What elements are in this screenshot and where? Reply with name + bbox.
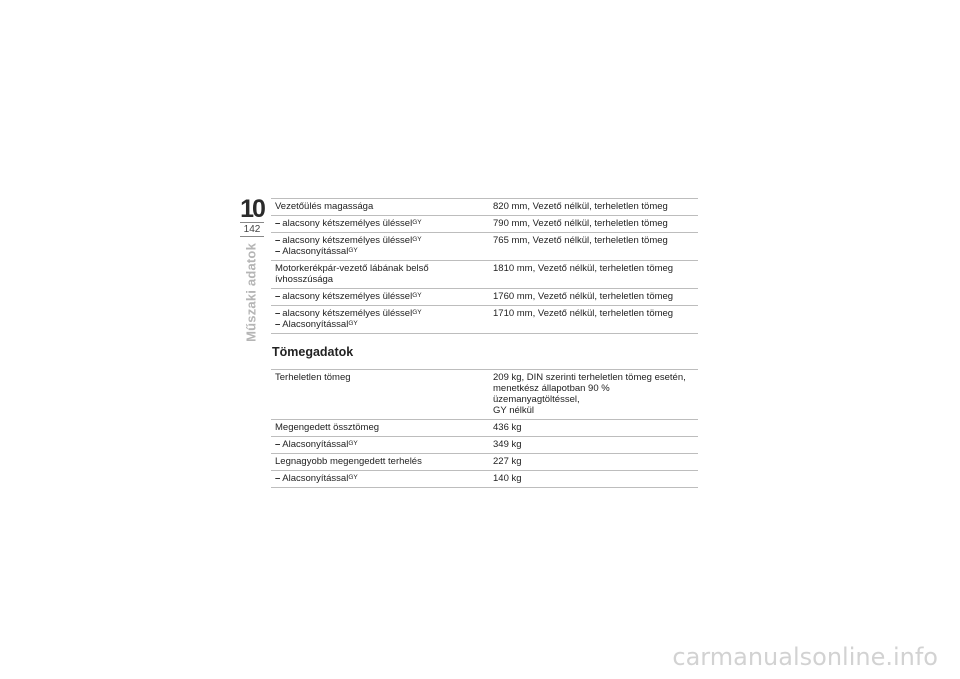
option-superscript: GY [348, 247, 358, 254]
spec-value-line: 349 kg [493, 439, 522, 450]
spec-value-cell [489, 289, 698, 306]
spec-label-cell [271, 261, 489, 289]
table-row [271, 289, 698, 306]
page-number: 142 [240, 222, 264, 236]
spec-value-line: 436 kg [493, 422, 522, 433]
table-row [271, 420, 698, 437]
weight-table [271, 369, 698, 488]
seat-height-table [271, 198, 698, 334]
spec-label-line [275, 422, 485, 433]
table-row [271, 233, 698, 261]
spec-label-text: Alacsonyítással [282, 473, 349, 484]
dash-bullet-icon: – [275, 308, 281, 319]
chapter-marker [240, 196, 264, 237]
spec-label-line [275, 456, 485, 467]
spec-label-cell [271, 370, 489, 420]
spec-label-line [275, 308, 485, 319]
spec-label-line [275, 246, 485, 257]
spec-label-text: Alacsonyítással [282, 319, 349, 330]
spec-label-line [275, 372, 485, 383]
option-superscript: GY [348, 320, 358, 327]
spec-value-line: GY nélkül [493, 405, 535, 416]
spec-value-cell [489, 306, 698, 334]
spec-value-cell [489, 370, 698, 420]
option-superscript: GY [348, 440, 358, 447]
spec-value-line: 820 mm, Vezető nélkül, terheletlen tömeg [493, 201, 668, 212]
spec-value-line: 790 mm, Vezető nélkül, terheletlen tömeg [493, 218, 668, 229]
option-superscript: GY [412, 309, 422, 316]
spec-label-cell [271, 420, 489, 437]
dash-bullet-icon: – [275, 218, 281, 229]
spec-label-line [275, 291, 485, 302]
spec-label-text: Alacsonyítással [282, 246, 349, 257]
spec-value-cell [489, 233, 698, 261]
side-title-container [238, 243, 264, 383]
spec-label-text: Terheletlen tömeg [275, 372, 351, 383]
table-row [271, 370, 698, 420]
watermark: carmanualsonline.info [672, 643, 938, 671]
spec-label-cell [271, 306, 489, 334]
spec-label-line [275, 319, 485, 330]
spec-label-text: alacsony kétszemélyes üléssel [282, 308, 413, 319]
spec-label-text: alacsony kétszemélyes üléssel [282, 291, 413, 302]
spec-label-cell [271, 216, 489, 233]
spec-label-text: Vezetőülés magassága [275, 201, 374, 212]
table-row [271, 454, 698, 471]
dash-bullet-icon: – [275, 246, 281, 257]
dash-bullet-icon: – [275, 473, 281, 484]
table-row [271, 216, 698, 233]
dash-bullet-icon: – [275, 235, 281, 246]
option-superscript: GY [348, 474, 358, 481]
spec-label-text: alacsony kétszemélyes üléssel [282, 235, 413, 246]
spec-label-text: alacsony kétszemélyes üléssel [282, 218, 413, 229]
spec-label-text: Megengedett össztömeg [275, 422, 380, 433]
spec-value-cell [489, 471, 698, 488]
spec-label-text: Alacsonyítással [282, 439, 349, 450]
spec-label-text: Legnagyobb megengedett terhelés [275, 456, 422, 467]
spec-label-line [275, 201, 485, 212]
spec-label-line [275, 439, 485, 450]
spec-label-cell [271, 233, 489, 261]
dash-bullet-icon: – [275, 439, 281, 450]
table-row [271, 471, 698, 488]
option-superscript: GY [412, 236, 422, 243]
table-row [271, 261, 698, 289]
table-row [271, 306, 698, 334]
table-row [271, 437, 698, 454]
spec-label-cell [271, 289, 489, 306]
page-content [271, 198, 698, 488]
spec-value-line: 140 kg [493, 473, 522, 484]
side-title: Műszaki adatok [243, 243, 259, 342]
spec-label-cell [271, 437, 489, 454]
spec-label-line [275, 263, 485, 285]
spec-label-cell [271, 471, 489, 488]
spec-value-line: menetkész állapotban 90 % üzemanyagtöltéssel, [493, 383, 610, 405]
option-superscript: GY [412, 292, 422, 299]
spec-label-line [275, 235, 485, 246]
spec-value-cell [489, 437, 698, 454]
table-row [271, 199, 698, 216]
section-heading-weights: Tömegadatok [272, 345, 354, 359]
spec-value-line: 209 kg, DIN szerinti terheletlen tömeg esetén, [493, 372, 686, 383]
spec-value-line: 227 kg [493, 456, 522, 467]
spec-value-line: 765 mm, Vezető nélkül, terheletlen tömeg [493, 235, 668, 246]
spec-value-line: 1710 mm, Vezető nélkül, terheletlen tömeg [493, 308, 674, 319]
spec-value-cell [489, 454, 698, 471]
spec-value-cell [489, 199, 698, 216]
spec-label-cell [271, 199, 489, 216]
spec-value-cell [489, 216, 698, 233]
spec-value-line: 1760 mm, Vezető nélkül, terheletlen tömeg [493, 291, 674, 302]
spec-label-line [275, 218, 485, 229]
spec-label-text: Motorkerékpár-vezető lábának belső ívhosszúsága [275, 263, 429, 285]
spec-label-cell [271, 454, 489, 471]
spec-value-cell [489, 420, 698, 437]
spec-value-cell [489, 261, 698, 289]
dash-bullet-icon: – [275, 291, 281, 302]
spec-label-line [275, 473, 485, 484]
chapter-number: 10 [240, 195, 264, 223]
dash-bullet-icon: – [275, 319, 281, 330]
spec-value-line: 1810 mm, Vezető nélkül, terheletlen tömeg [493, 263, 674, 274]
option-superscript: GY [412, 219, 422, 226]
